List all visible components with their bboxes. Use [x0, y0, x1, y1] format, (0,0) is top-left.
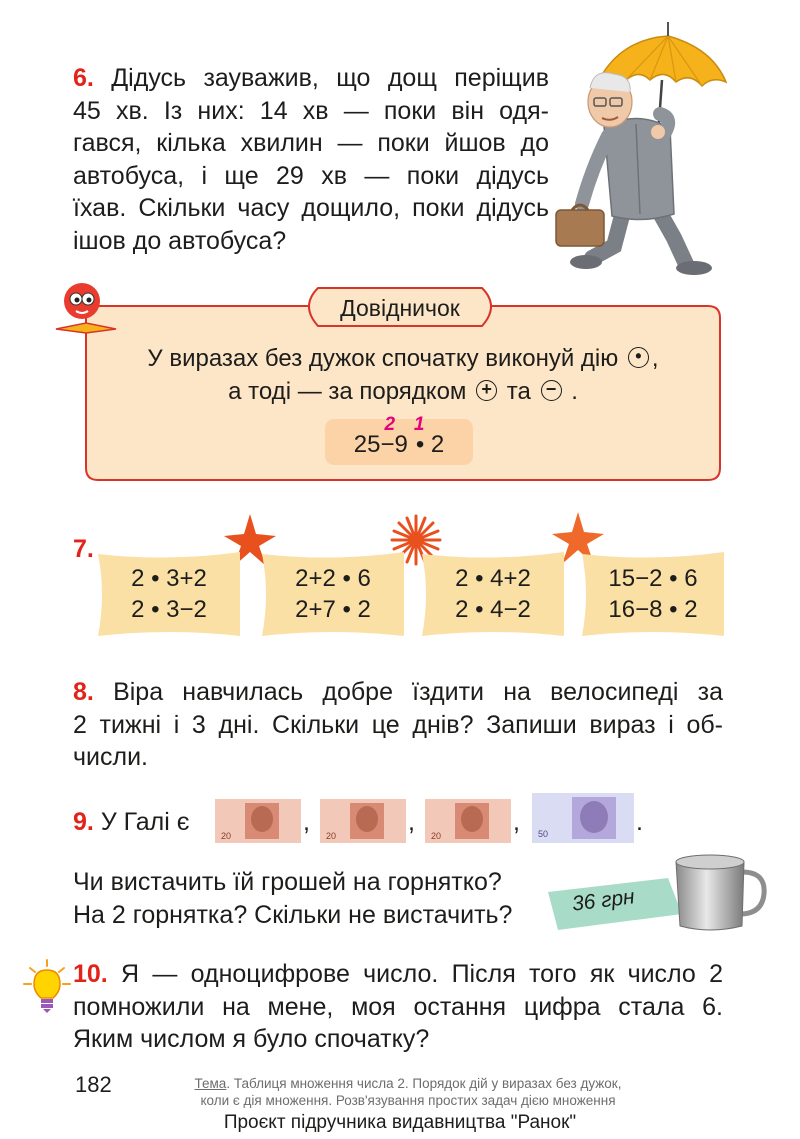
footer-project-note: Проєкт підручника видавництва "Ранок" [223, 1112, 577, 1133]
task-number: 10. [73, 960, 108, 988]
lightbulb-icon [22, 958, 72, 1014]
task-number: 8. [73, 678, 94, 706]
task-text-line: Віра навчилась добре їздити на велосипеді за [113, 678, 723, 706]
banknote-50-hryvnia [532, 793, 634, 843]
banknote-20-hryvnia [425, 799, 511, 843]
minus-operation-icon: − [541, 380, 562, 401]
page-number: 182 [75, 1072, 112, 1097]
reference-rule-line-2: а тоді — за порядком + та − . [228, 378, 578, 405]
svg-text:50: 50 [538, 829, 549, 839]
task-10 [73, 958, 723, 1056]
svg-text:20: 20 [221, 831, 232, 841]
plus-operation-icon: + [476, 380, 497, 401]
order-mark-1: 1 [413, 414, 425, 435]
svg-text:20: 20 [326, 831, 337, 841]
task-text-line: гався, кілька хвилин — поки йшов до [73, 129, 549, 157]
price-tag-label: 36 грн [570, 885, 636, 916]
task-9-questions: Чи вистачить їй грошей на горнятко? На 2 горнятка? Скільки не вистачить? [73, 868, 513, 929]
order-example-expression: 25 2 −9 1 • 2 [325, 431, 473, 459]
task-text-line: Дідусь зауважив, що дощ періщив [111, 64, 549, 92]
task-text-line: ішов до автобуса? [73, 226, 287, 255]
grandfather-umbrella-illustration [552, 18, 732, 280]
task-text-line: Яким числом я було спочатку? [73, 1025, 430, 1053]
banknote-20-hryvnia [215, 799, 301, 843]
order-mark-2: 2 [384, 414, 396, 435]
footer-topic: Тема. Таблиця множення числа 2. Порядок дій у виразах без дужок, коли є дія множення. Розв'язування простих задач дією множення [194, 1076, 622, 1108]
cup-illustration [672, 852, 768, 934]
task-6 [73, 62, 549, 257]
banknote-20-hryvnia [320, 799, 406, 843]
expression-card-text: 15−2 • 6 16−8 • 2 [608, 565, 698, 623]
svg-text:20: 20 [431, 831, 442, 841]
task-number: 7. [73, 535, 94, 563]
task-number: 6. [73, 64, 94, 92]
task-text-line: їхав. Скільки часу дощило, поки дідусь [73, 194, 549, 222]
task-number: 9. [73, 808, 94, 836]
expression-card-text: 2+2 • 6 2+7 • 2 [295, 565, 371, 623]
task-text-line: числи. [73, 743, 148, 771]
expression-card-text: 2 • 4+2 2 • 4−2 [455, 565, 531, 623]
task-text-line: Я — одноцифрове число. Після того як число 2 [121, 960, 723, 988]
reading-character-icon [50, 279, 122, 335]
task-text-line: помножили на мене, моя остання цифра стала 6. [73, 992, 723, 1021]
task-text-line: 45 хв. Із них: 14 хв — поки він одя- [73, 96, 549, 125]
task-8 [73, 676, 723, 774]
reference-title: Довідничок [340, 295, 460, 321]
multiply-operation-icon: • [628, 347, 649, 368]
task-9-intro: 9. У Галі є [73, 808, 190, 836]
reference-rule-line-1: У виразах без дужок спочатку виконуй дію • , [147, 345, 659, 372]
expression-card-text: 2 • 3+2 2 • 3−2 [131, 565, 207, 623]
task-text-line: автобуса, і ще 29 хв — поки дідусь [73, 161, 549, 190]
task-text-line: 2 тижні і 3 дні. Скільки це днів? Запиши вираз і об- [73, 710, 723, 739]
